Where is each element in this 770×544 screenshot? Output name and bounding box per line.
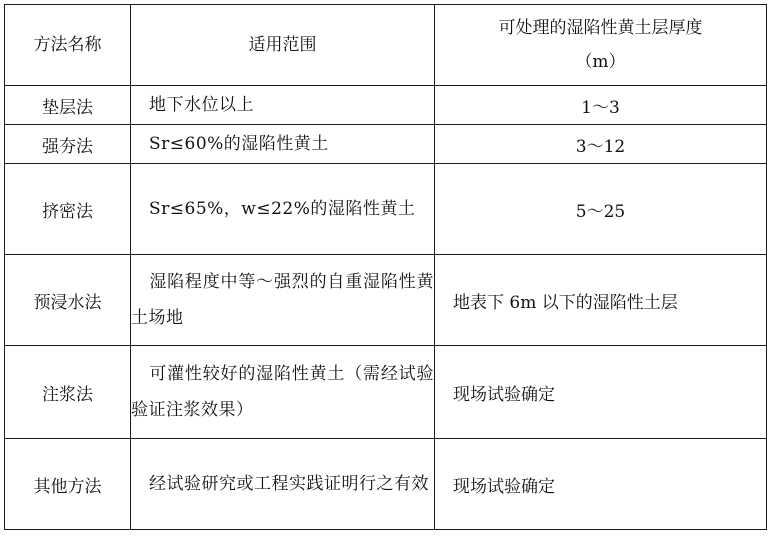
cell-scope-text: 经试验研究或工程实践证明行之有效 <box>149 474 429 494</box>
cell-scope <box>131 255 435 346</box>
header-thickness-line1: 可处理的湿陷性黄土层厚度 <box>498 18 703 38</box>
cell-thickness: 现场试验确定 <box>435 346 767 439</box>
cell-method: 注浆法 <box>5 346 131 439</box>
header-thickness-line2: （m） <box>575 52 626 72</box>
cell-scope <box>131 164 435 255</box>
collapsible-loess-treatment-table <box>4 4 767 530</box>
cell-scope-text: 可灌性较好的湿陷性黄土（需经试验验证注浆效果） <box>131 364 434 420</box>
cell-method: 垫层法 <box>5 86 131 125</box>
table-header-row <box>5 5 767 86</box>
table-row <box>5 86 767 125</box>
cell-scope-text: 地下水位以上 <box>149 95 254 115</box>
cell-method: 其他方法 <box>5 439 131 530</box>
table-row <box>5 164 767 255</box>
cell-scope-text: 湿陷程度中等～强烈的自重湿陷性黄土场地 <box>131 272 434 328</box>
header-thickness <box>435 5 767 86</box>
cell-scope <box>131 346 435 439</box>
table-row <box>5 125 767 164</box>
cell-scope <box>131 86 435 125</box>
cell-method: 挤密法 <box>5 164 131 255</box>
cell-thickness: 地表下 6m 以下的湿陷性土层 <box>435 255 767 346</box>
cell-scope <box>131 439 435 530</box>
header-scope: 适用范围 <box>131 5 435 86</box>
cell-thickness: 现场试验确定 <box>435 439 767 530</box>
cell-scope-text: Sr≤60%的湿陷性黄土 <box>149 134 329 154</box>
table-row <box>5 255 767 346</box>
cell-method: 强夯法 <box>5 125 131 164</box>
table-row <box>5 439 767 530</box>
table-row <box>5 346 767 439</box>
cell-thickness: 3～12 <box>435 125 767 164</box>
cell-thickness: 1～3 <box>435 86 767 125</box>
cell-method: 预浸水法 <box>5 255 131 346</box>
header-method: 方法名称 <box>5 5 131 86</box>
cell-thickness: 5～25 <box>435 164 767 255</box>
cell-scope-text: Sr≤65%，w≤22%的湿陷性黄土 <box>149 199 416 219</box>
cell-scope <box>131 125 435 164</box>
